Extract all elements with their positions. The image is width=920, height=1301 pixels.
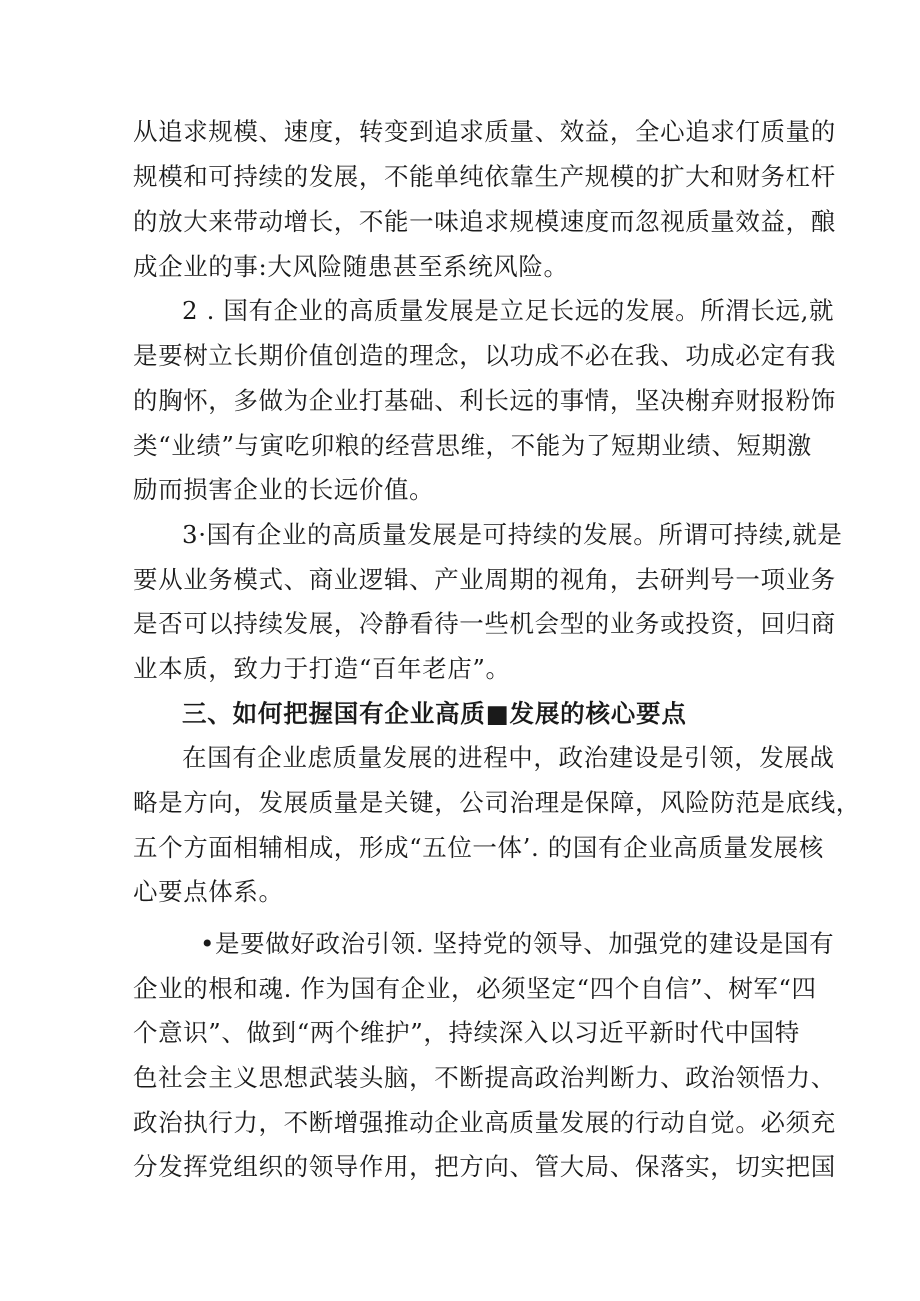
paragraph-5-line-4: 色社会主义思想武装头脑，不断提高政治判断力、政治领悟力、: [133, 1063, 836, 1092]
paragraph-2-line-2: 是要树立长期价值创造的理念，以功成不必在我、功成必定有我: [133, 341, 836, 370]
paragraph-2-line-1: 2 . 国有企业的高质量发展是立足长远的发展。所渭长远,就: [182, 296, 835, 325]
paragraph-3-line-1: 3·国有企业的高质量发展是可持续的发展。所谓可持续,就是: [182, 520, 843, 549]
paragraph-5-line-5: 政治执行力，不断增强推动企业高质量发展的行动自觉。必须充: [133, 1108, 836, 1137]
paragraph-4-line-1: 在国有企业虑质量发展的进程中，政治建设是引领，发展战: [182, 743, 835, 772]
paragraph-5-line-1: •是要做好政治引领. 坚持党的领导、加强党的建设是国有: [200, 929, 835, 958]
paragraph-5-line-6: 分发挥党组织的领导作用，把方向、管大局、保落实，切实把国: [133, 1152, 836, 1181]
paragraph-4-line-3: 五个方面相辅相成，形成“五位一体’. 的国有企业高质量发展核: [133, 833, 824, 862]
paragraph-5-line-2: 企业的根和魂. 作为国有企业，必须坚定“四个自信”、树军“四: [133, 974, 817, 1003]
paragraph-5-line-3: 个意识”、做到“两个维护”，持续深入以习近平新时代中国特: [133, 1018, 800, 1047]
section-heading: 三、如何把握国有企业高质■发展的核心要点: [182, 699, 687, 728]
paragraph-1-line-2: 规模和可持续的发展，不能单纯依靠生产规模的扩大和财务杠杆: [133, 162, 836, 191]
paragraph-1-line-4: 成企业的事:大风险随患甚至系统风险。: [133, 252, 569, 281]
paragraph-4-line-4: 心要点体系。: [133, 877, 284, 906]
paragraph-3-line-2: 要从业务模式、商业逻辑、产业周期的视角，去研判号一项业务: [133, 565, 836, 594]
paragraph-1-line-3: 的放大来带动增长，不能一味追求规模速度而忽视质量效益，酿: [133, 207, 836, 236]
paragraph-2-line-5: 励而损害企业的长远价值。: [133, 475, 435, 504]
paragraph-3-line-3: 是否可以持续发展，冷静看待一些机会型的业务或投资，回归商: [133, 609, 836, 638]
paragraph-2-line-4: 类“业绩”与寅吃卯粮的经营思维，不能为了短期业绩、短期激: [133, 431, 812, 460]
paragraph-4-line-2: 略是方向，发展质量是关键，公司治理是保障，风险防范是底线，: [133, 788, 861, 817]
paragraph-1-line-1: 从追求规模、速度，转变到追求质量、效益，全心追求仃质量的: [133, 117, 836, 146]
paragraph-2-line-3: 的胸怀，多做为企业打基础、利长远的事情，坚决榭弃财报粉饰: [133, 386, 836, 415]
paragraph-3-line-4: 业本质，致力于打造“百年老店”。: [133, 654, 511, 683]
